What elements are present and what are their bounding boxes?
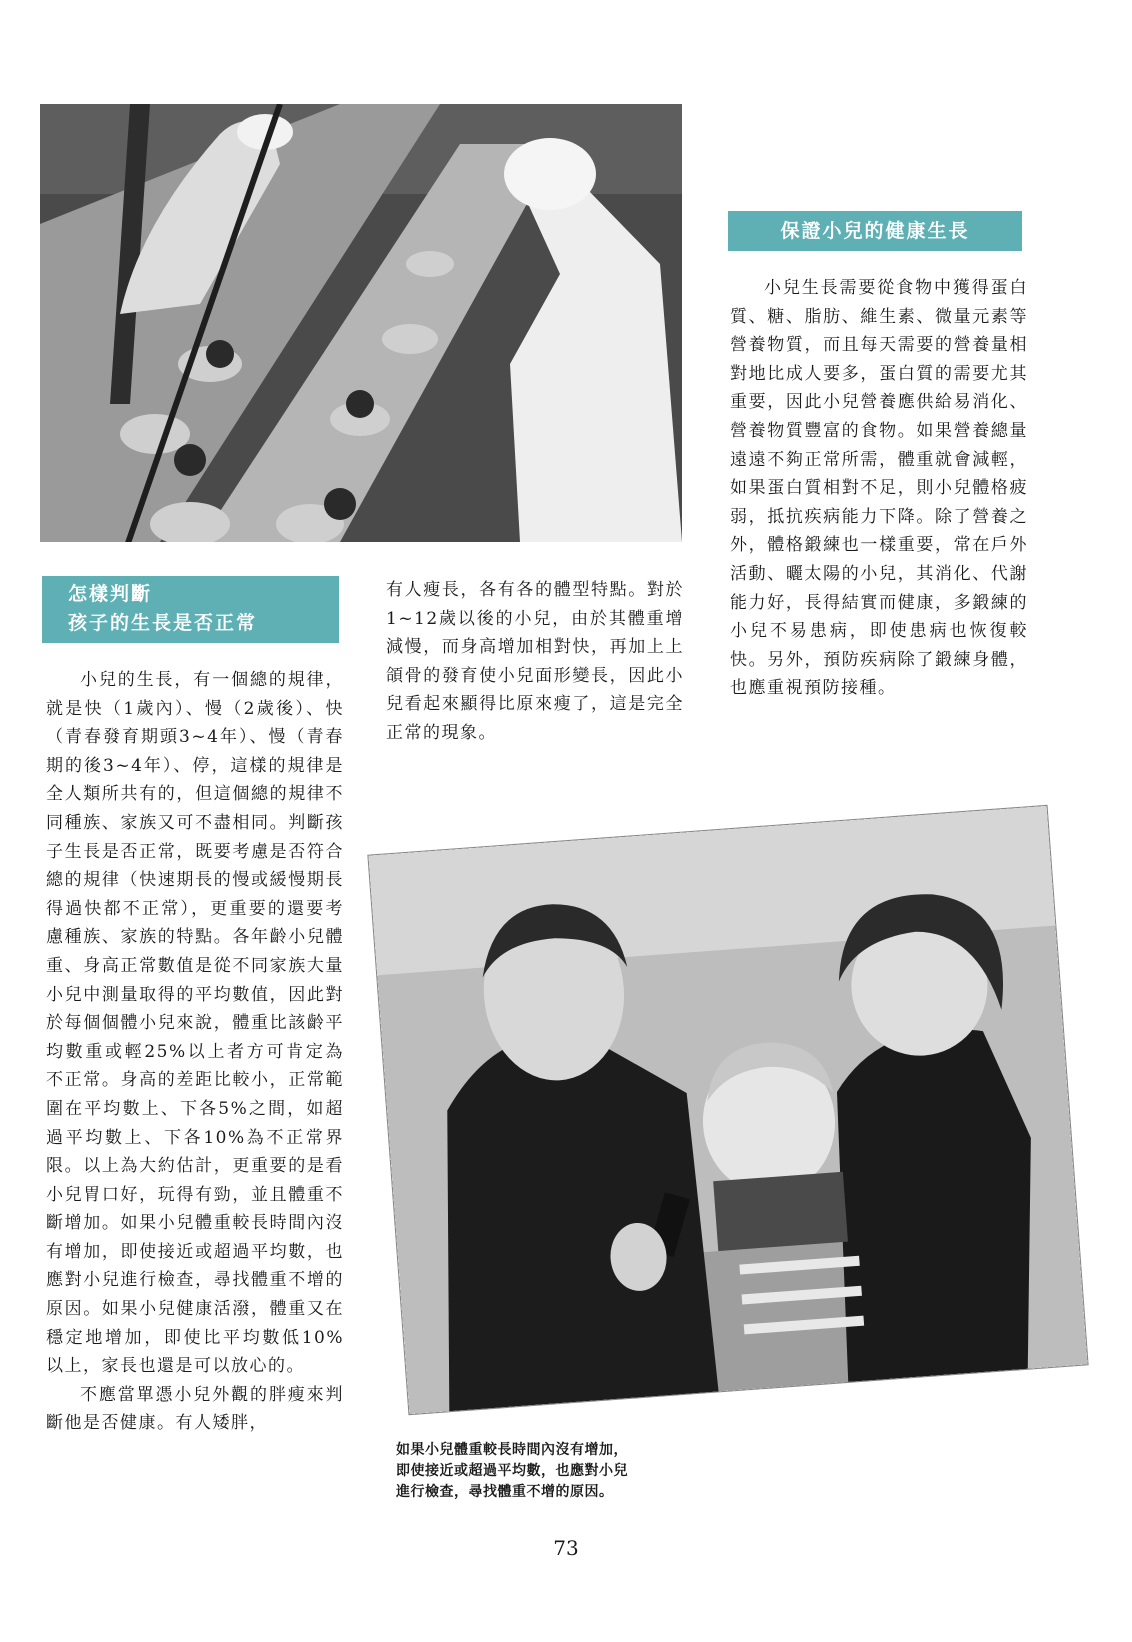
page-number: 73: [553, 1536, 579, 1560]
nursery-photo: [40, 104, 682, 542]
paragraph: 小兒的生長，有一個總的規律，就是快（1歲內）、慢（2歲後）、快（青春發育期頭3~4年）、慢（青春期的後3~4年）、停，這樣的規律是全人類所共有的，但這個總的規律不同種族、家族又可不盡相同。判斷孩子生長是否正常，既要考慮是否符合總的規律（快速期長的慢或緩慢期長得過快都不正常），更重要的還要考慮種族、家族的特點。各年齡小兒體重、身高正常數值是從不同家族大量小兒中測量取得的平均數值，因此對於每個個體小兒來說，體重比該齡平均數重或輕25%以上者方可肯定為不正常。身高的差距比較小，正常範圍在平均數上、下各5%之間，如超過平均數上、下各10%為不正常界限。以上為大約估計，更重要的是看小兒胃口好，玩得有勁，並且體重不斷增加。如果小兒體重較長時間內沒有增加，即使接近或超過平均數，也應對小兒進行檢查，尋找體重不增的原因。如果小兒健康活潑，體重又在穩定地增加，即使比平均數低10%以上，家長也還是可以放心的。: [46, 670, 344, 1377]
banner-line-1: 怎樣判斷: [68, 583, 153, 605]
banner-line-2: 孩子的生長是否正常: [68, 612, 258, 634]
doctor-exam-photo: [368, 806, 1087, 1414]
section-banner-healthy-growth: [728, 211, 1022, 251]
banner-title: 保證小兒的健康生長: [780, 220, 970, 242]
column-1-text: [46, 666, 344, 1438]
photo-caption: [396, 1440, 696, 1503]
column-3-text: [730, 274, 1028, 703]
caption-line-3: 進行檢查，尋找體重不增的原因。: [396, 1484, 614, 1500]
caption-line-1: 如果小兒體重較長時間內沒有增加，: [396, 1442, 628, 1458]
caption-line-2: 即使接近或超過平均數，也應對小兒: [396, 1463, 628, 1479]
paragraph: 有人瘦長，各有各的體型特點。對於1~12歲以後的小兒，由於其體重增減慢，而身高增加相對快，再加上上頜骨的發育使小兒面形變長，因此小兒看起來顯得比原來瘦了，這是完全正常的現象。: [386, 580, 684, 743]
paragraph: 小兒生長需要從食物中獲得蛋白質、糖、脂肪、維生素、微量元素等營養物質，而且每天需要的營養量相對地比成人要多，蛋白質的需要尤其重要，因此小兒營養應供給易消化、營養物質豐富的食物。如果營養總量遠遠不夠正常所需，體重就會減輕，如果蛋白質相對不足，則小兒體格疲弱，抵抗疾病能力下降。除了營養之外，體格鍛練也一樣重要，常在戶外活動、曬太陽的小兒，其消化、代謝能力好，長得結實而健康，多鍛練的小兒不易患病，即使患病也恢復較快。另外，預防疾病除了鍛練身體，也應重視預防接種。: [730, 278, 1028, 699]
column-2-text: [386, 576, 684, 748]
section-banner-growth-normal: [42, 576, 339, 643]
paragraph: 不應當單憑小兒外觀的胖瘦來判斷他是否健康。有人矮胖，: [46, 1384, 344, 1434]
